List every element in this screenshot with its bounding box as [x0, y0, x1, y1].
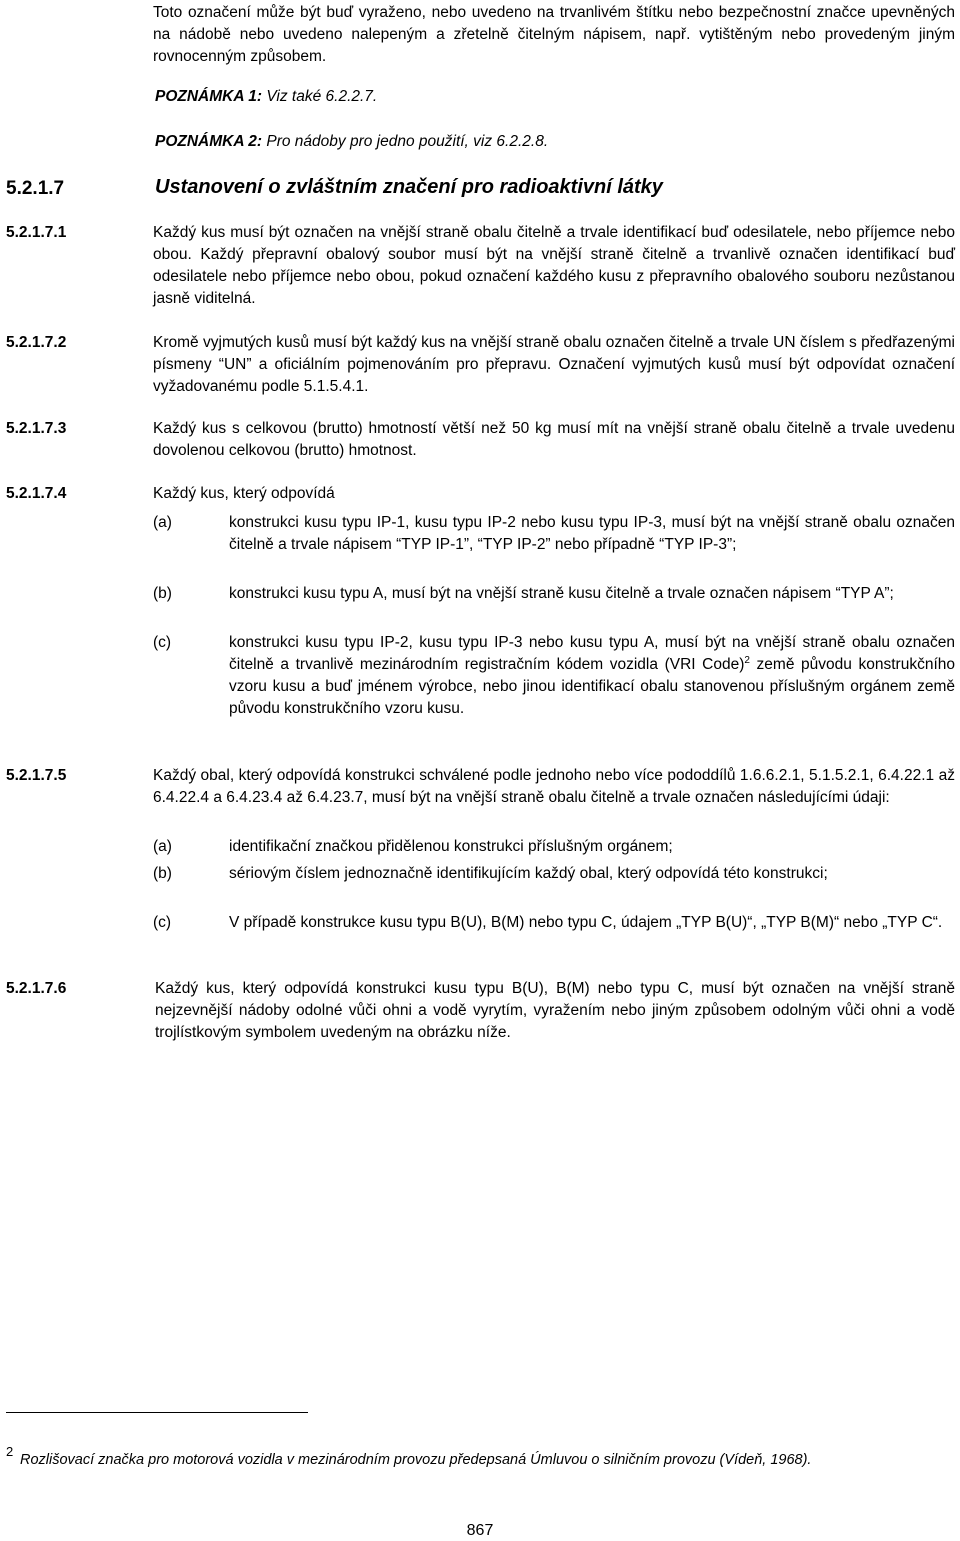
para-number-5: 5.2.1.7.5 — [6, 767, 67, 784]
intro-paragraph: Toto označení může být buď vyraženo, nebo uvedeno na trvanlivém štítku nebo bezpečnostní značce upevněných na nádobě nebo uvedeno nalepeným a zřetelně čitelným nápisem, např. vytištěným nebo provedeným jiným rovnocenným způsobem. — [153, 4, 955, 65]
note-2 — [155, 131, 548, 153]
note-2-text: Pro nádoby pro jedno použití, viz 6.2.2.8. — [262, 133, 549, 150]
para-text-1: Každý kus musí být označen na vnější straně obalu čitelně a trvale identifikací buď odesilatele, nebo příjemce nebo obou. Každý přepravní obalový soubor musí být na vnější straně čitelně a trvanlivě označen identifikací buď odesilatele nebo příjemce nebo obou, pokud označení každého kusu z přepravního obalového souboru nezůstanou jasně viditelná. — [153, 224, 955, 307]
item-4a-text: konstrukci kusu typu IP-1, kusu typu IP-2 nebo kusu typu IP-3, musí být na vnější straně obalu označen čitelně a trvale nápisem “TYP IP-1”, “TYP IP-2” nebo případně “TYP IP-3”; — [229, 514, 955, 553]
para-text-2: Kromě vyjmutých kusů musí být každý kus na vnější straně obalu označen čitelně a trvale UN číslem s předřazenými písmeny “UN” a oficiálním pojmenováním pro přepravu. Označení vyjmutých kusů musí být odpovídat označení vyžadovanému podle 5.1.5.4.1. — [153, 334, 955, 395]
para-number-1: 5.2.1.7.1 — [6, 224, 67, 241]
para-number-4: 5.2.1.7.4 — [6, 485, 67, 502]
footnote-mark: 2 — [6, 1444, 14, 1459]
note-1 — [155, 86, 377, 108]
section-number: 5.2.1.7 — [6, 178, 65, 199]
item-5a-text: identifikační značkou přidělenou konstrukci příslušným orgánem; — [229, 838, 673, 855]
footnote-text: Rozlišovací značka pro motorová vozidla v mezinárodním provozu předepsaná Úmluvou o silničním provozu (Vídeň, 1968). — [20, 1452, 812, 1468]
para-number-3: 5.2.1.7.3 — [6, 420, 67, 437]
note-1-text: Viz také 6.2.2.7. — [262, 88, 378, 105]
footnote-ref: 2 — [744, 654, 750, 666]
item-4a-label: (a) — [153, 514, 172, 531]
note-1-label: POZNÁMKA 1: — [155, 88, 263, 105]
item-5b-label: (b) — [153, 865, 172, 882]
item-5a-label: (a) — [153, 838, 172, 855]
para-text-5: Každý obal, který odpovídá konstrukci schválené podle jednoho nebo více pododdílů 1.6.6.2.1, 5.1.5.2.1, 6.4.22.1 až 6.4.22.4 a 6.4.23.4 až 6.4.23.7, musí být na vnější straně obalu čitelně a trvale označen následujícími údaji: — [153, 767, 955, 806]
item-4c-label: (c) — [153, 634, 172, 651]
item-4c-text-before: konstrukci kusu typu IP-2, kusu typu IP-3 nebo kusu typu A, musí být na vnější straně obalu označen čitelně a trvanlivě mezinárodním registračním kódem vozidla (VRI Code) — [229, 634, 955, 673]
para-number-6: 5.2.1.7.6 — [6, 980, 67, 997]
para-text-6: Každý kus, který odpovídá konstrukci kusu typu B(U), B(M) nebo typu C, musí být označen na vnější straně nejzevnější nádoby odolné vůči ohni a vodě vyrytím, vyražením nebo jiným způsobem odolným vůči ohni a vodě trojlístkovým symbolem uvedeným na obrázku níže. — [155, 980, 955, 1041]
item-5b-text: sériovým číslem jednoznačně identifikujícím každý obal, který odpovídá této konstrukci; — [229, 865, 828, 882]
item-4b-text: konstrukci kusu typu A, musí být na vnější straně kusu čitelně a trvale označen nápisem “TYP A”; — [229, 585, 894, 602]
item-5c-label: (c) — [153, 914, 172, 931]
item-4c-text — [229, 632, 955, 720]
item-4c-text-after: země původu konstrukčního vzoru kusu a buď jménem výrobce, nebo jinou identifikací obalu stanovenou příslušným orgánem země původu konstrukčního vzoru kusu. — [229, 656, 955, 717]
para-number-2: 5.2.1.7.2 — [6, 334, 67, 351]
page-number: 867 — [466, 1522, 494, 1539]
item-5c-text: V případě konstrukce kusu typu B(U), B(M) nebo typu C, údajem „TYP B(U)“, „TYP B(M)“ nebo „TYP C“. — [229, 914, 943, 931]
section-title: Ustanovení o zvláštním značení pro radioaktivní látky — [155, 176, 663, 198]
footnote-separator — [6, 1412, 308, 1413]
para-text-4: Každý kus, který odpovídá — [153, 485, 335, 502]
item-4b-label: (b) — [153, 585, 172, 602]
note-2-label: POZNÁMKA 2: — [155, 133, 263, 150]
para-text-3: Každý kus s celkovou (brutto) hmotností větší než 50 kg musí mít na vnější straně obalu čitelně a trvale uvedenu dovolenou celkovou (brutto) hmotnost. — [153, 420, 955, 459]
